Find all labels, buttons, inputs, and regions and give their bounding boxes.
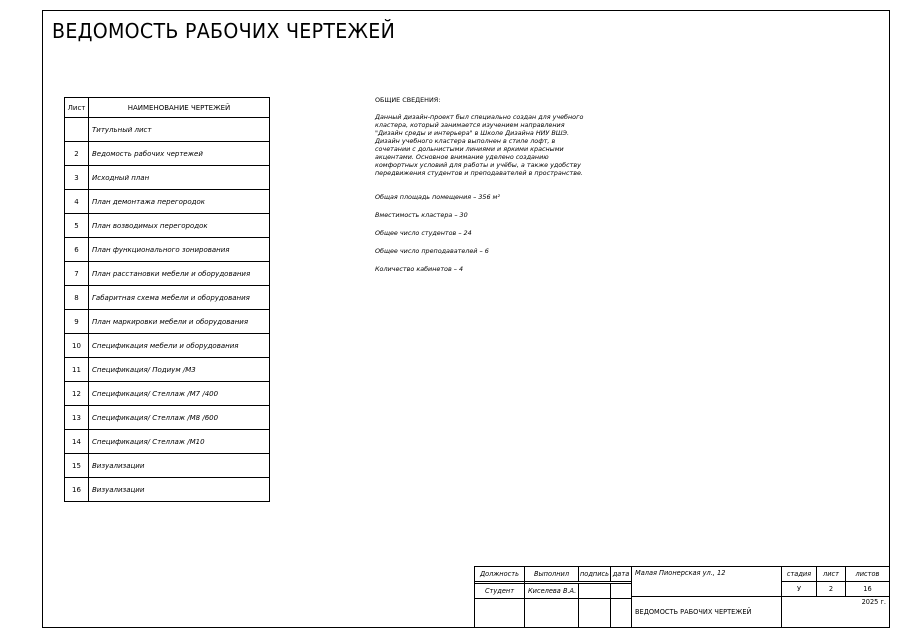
table-row — [65, 310, 270, 334]
drawing-name: Визуализации — [89, 454, 270, 478]
sheet-number: 8 — [65, 286, 89, 310]
position-label: Должность — [474, 566, 525, 582]
sheet-number: 7 — [65, 262, 89, 286]
fact-item: Общее число студентов – 24 — [375, 229, 472, 237]
sheet-number: 13 — [65, 406, 89, 430]
table-row — [65, 478, 270, 502]
sheet-label: лист — [816, 566, 846, 582]
table-row — [65, 166, 270, 190]
table-row — [65, 382, 270, 406]
table-row — [65, 214, 270, 238]
stage-label: стадия — [781, 566, 817, 582]
general-info-block — [375, 96, 590, 283]
project-description: Данный дизайн-проект был специально создан для учебного кластера, который занимается изучением направления "Дизайн среды и интерьера" в Школе Дизайна НИУ ВШЭ. Дизайн учебного кластера выполнен в стиле лофт, в сочетании с дольнистыми линиями и яркими красными акцентами. Основное внимание уделено созданию комфортных условий для работы и учёбы, а также удобству передвижения студентов и преподавателей в пространстве. — [375, 113, 584, 177]
sheet-number: 16 — [65, 478, 89, 502]
drawing-name: Спецификация/ Стеллаж /М7 /400 — [89, 382, 270, 406]
sheets-value: 16 — [845, 581, 890, 597]
drawing-name: Визуализации — [89, 478, 270, 502]
drawing-name: План функционального зонирования — [89, 238, 270, 262]
empty-cell — [524, 598, 579, 628]
stage-value: У — [781, 581, 817, 597]
sheets-label: листов — [845, 566, 890, 582]
sheet-number: 12 — [65, 382, 89, 406]
sheet-number: 14 — [65, 430, 89, 454]
sheet-number — [65, 118, 89, 142]
drawing-name: Титульный лист — [89, 118, 270, 142]
general-info-heading: ОБЩИЕ СВЕДЕНИЯ: — [375, 96, 441, 104]
table-row — [65, 430, 270, 454]
table-header-row — [65, 98, 270, 118]
sheet-number: 6 — [65, 238, 89, 262]
table-row — [65, 262, 270, 286]
table-row — [65, 406, 270, 430]
drawings-list-table — [64, 97, 270, 502]
drawing-name: Спецификация/ Стеллаж /М10 — [89, 430, 270, 454]
table-row — [65, 454, 270, 478]
signature-cell — [578, 583, 611, 599]
fact-item: Общее число преподавателей – 6 — [375, 247, 489, 255]
sheet-number: 3 — [65, 166, 89, 190]
date-cell — [610, 583, 632, 599]
page-title: ВЕДОМОСТЬ РАБОЧИХ ЧЕРТЕЖЕЙ — [52, 19, 396, 43]
empty-cell — [578, 598, 611, 628]
sheet-number: 5 — [65, 214, 89, 238]
empty-cell — [610, 598, 632, 628]
drawing-name: Спецификация мебели и оборудования — [89, 334, 270, 358]
date-label: дата — [610, 566, 632, 582]
drawing-name: Ведомость рабочих чертежей — [89, 142, 270, 166]
table-row — [65, 142, 270, 166]
sheet-number: 10 — [65, 334, 89, 358]
position-value: Студент — [474, 583, 525, 599]
table-row — [65, 286, 270, 310]
fact-item: Общая площадь помещения – 356 м² — [375, 193, 500, 201]
drawing-name: Габаритная схема мебели и оборудования — [89, 286, 270, 310]
doc-title-cell: ВЕДОМОСТЬ РАБОЧИХ ЧЕРТЕЖЕЙ — [631, 596, 782, 628]
table-row — [65, 238, 270, 262]
sheet-number: 2 — [65, 142, 89, 166]
title-block — [474, 566, 890, 628]
sheet-column-header: Лист — [65, 98, 89, 118]
address-cell: Малая Пионерская ул., 12 — [631, 566, 782, 597]
table-row — [65, 358, 270, 382]
fact-list — [375, 193, 590, 273]
fact-item: Вместимость кластера – 30 — [375, 211, 468, 219]
fact-item: Количество кабинетов – 4 — [375, 265, 464, 273]
drawing-name: Спецификация/ Подиум /М3 — [89, 358, 270, 382]
table-row — [65, 334, 270, 358]
signature-label: подпись — [578, 566, 611, 582]
name-column-header: НАИМЕНОВАНИЕ ЧЕРТЕЖЕЙ — [89, 98, 270, 118]
sheet-number: 15 — [65, 454, 89, 478]
performed-label: Выполнил — [524, 566, 579, 582]
drawing-name: План демонтажа перегородок — [89, 190, 270, 214]
drawing-name: План маркировки мебели и оборудования — [89, 310, 270, 334]
drawing-name: План возводимых перегородок — [89, 214, 270, 238]
drawing-name: Спецификация/ Стеллаж /М8 /600 — [89, 406, 270, 430]
sheet-value: 2 — [816, 581, 846, 597]
performer-value: Киселева В.А. — [524, 583, 579, 599]
drawing-name: План расстановки мебели и оборудования — [89, 262, 270, 286]
empty-cell — [474, 598, 525, 628]
table-row — [65, 190, 270, 214]
sheet-number: 11 — [65, 358, 89, 382]
table-row — [65, 118, 270, 142]
sheet-number: 4 — [65, 190, 89, 214]
drawing-name: Исходный план — [89, 166, 270, 190]
year-cell: 2025 г. — [781, 596, 890, 628]
sheet-number: 9 — [65, 310, 89, 334]
